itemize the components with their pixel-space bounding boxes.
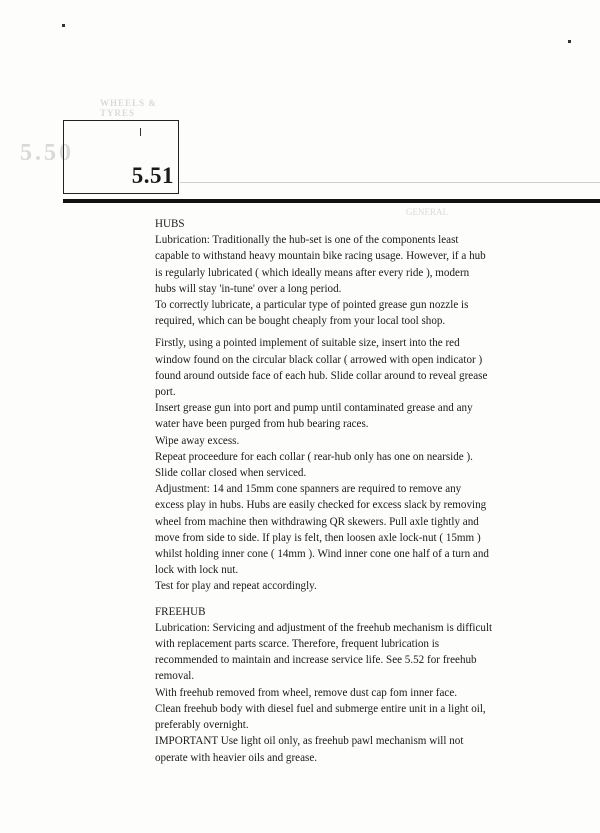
body-text-line: Firstly, using a pointed implement of suitable size, insert into the red [155,337,460,350]
section-number-box [63,120,179,194]
body-text-line: found around outside face of each hub. Slide collar around to reveal grease [155,369,488,382]
body-text-line: Slide collar closed when serviced. [155,467,307,480]
body-text-line: With freehub removed from wheel, remove dust cap fom inner face. [155,686,458,699]
body-text-line: is regularly lubricated ( which ideally means after every ride ), modern [155,266,470,279]
freehub-body [155,620,491,766]
body-text-line: excess play in hubs. Hubs are easily checked for excess slack by removing [155,499,487,512]
hubs-body [155,232,491,594]
body-text-line: removal. [155,670,195,683]
body-text-line: Clean freehub body with diesel fuel and submerge entire unit in a light oil, [155,702,486,715]
body-text-line: hubs will stay 'in-tune' over a long period. [155,282,342,295]
body-text-line: recommended to maintain and increase service life. See 5.52 for freehub [155,654,477,667]
body-text-line: Test for play and repeat accordingly. [155,580,317,593]
body-text-line: whilst holding inner cone ( 14mm ). Wind inner cone one half of a turn and [155,548,489,561]
body-text-line: capable to withstand heavy mountain bike racing usage. However, if a hub [155,250,486,263]
body-text-line: water have been purged from hub bearing races. [155,418,369,431]
body-text-line: Insert grease gun into port and pump until contaminated grease and any [155,402,473,415]
header-thin-rule [180,182,600,183]
body-text-line: lock with lock nut. [155,564,239,577]
section-gap [155,595,491,604]
scan-speck [62,24,65,27]
body-text-line: with replacement parts scarce. Therefore, frequent lubrication is [155,638,440,651]
body-text-line: port. [155,386,176,399]
freehub-heading: FREEHUB [155,605,206,618]
ghost-label-line: WHEELS & [100,98,157,108]
body-text-line: move from side to side. If play is felt, then loosen axle lock-nut ( 15mm ) [155,531,481,544]
ghost-general-heading: GENERAL [406,207,448,217]
body-text-line: IMPORTANT Use light oil only, as freehub pawl mechanism will not [155,735,464,748]
body-text-line: window found on the circular black collar ( arrowed with open indicator ) [155,353,483,366]
ghost-section-number: 5.50 [20,140,74,166]
body-text-line: operate with heavier oils and grease. [155,751,318,764]
body-text-line: Repeat proceedure for each collar ( rear-hub only has one on nearside ). [155,450,473,463]
ghost-label-line: TYRES [100,108,136,118]
page-content [155,216,491,766]
body-text-line: preferably overnight. [155,719,249,732]
body-text-line: To correctly lubricate, a particular type of pointed grease gun nozzle is [155,299,469,312]
section-number: 5.51 [131,163,174,188]
hubs-heading: HUBS [155,218,185,230]
body-text-line: wheel from machine then withdrawing QR skewers. Pull axle tightly and [155,515,479,528]
body-text-line: required, which can be bought cheaply from your local tool shop. [155,315,446,328]
ghost-header-label [100,98,157,118]
body-text-line: Adjustment: 14 and 15mm cone spanners are required to remove any [155,483,462,496]
body-text-line: Wipe away excess. [155,434,240,447]
header-rule [63,199,600,203]
body-text-line: Lubrication: Servicing and adjustment of the freehub mechanism is difficult [155,621,493,634]
body-text-line: Lubrication: Traditionally the hub-set is one of the components least [155,234,459,247]
scan-speck [568,40,571,43]
